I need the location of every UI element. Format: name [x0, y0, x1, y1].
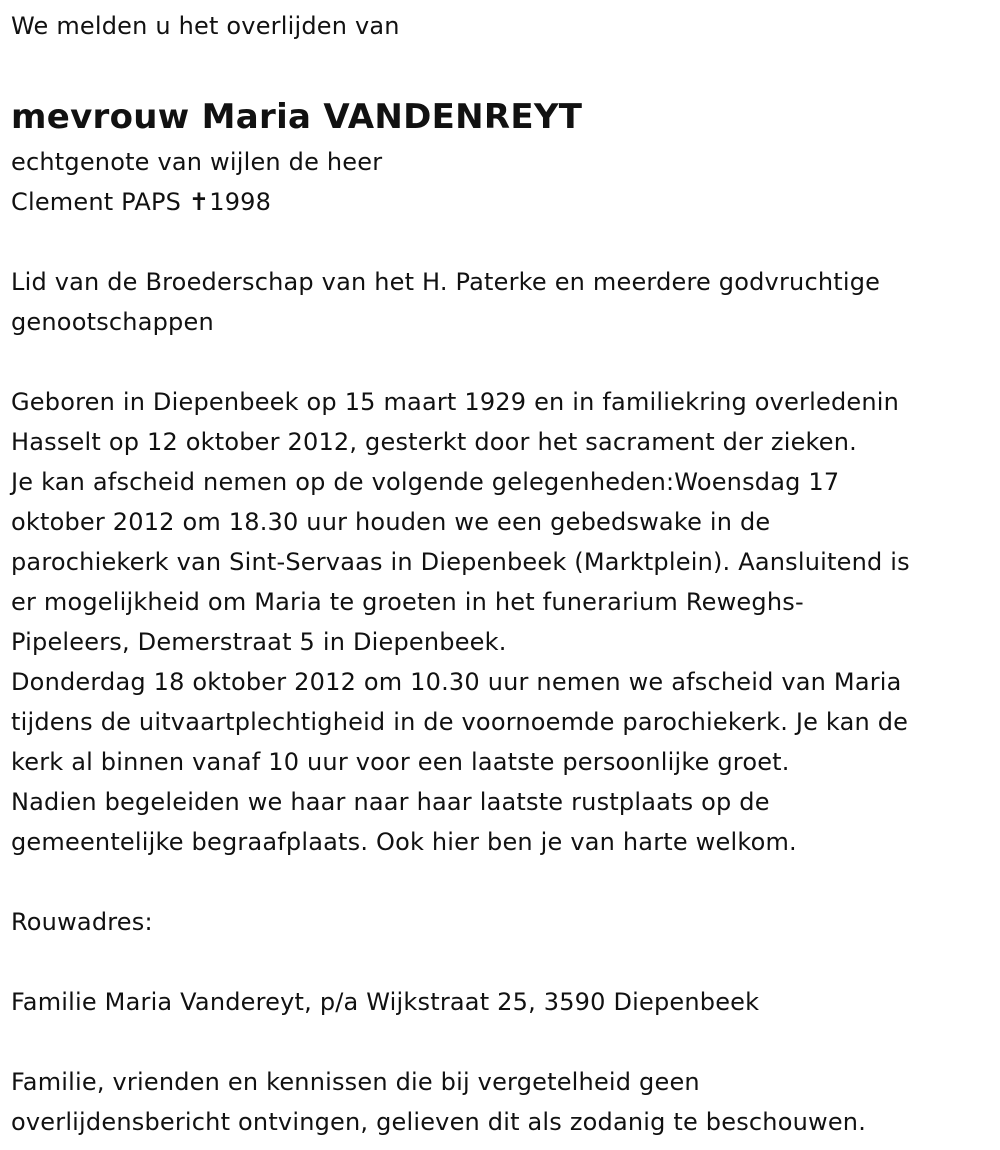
membership-line: genootschappen — [11, 308, 214, 336]
details-line: er mogelijkheid om Maria te groeten in het funerarium Reweghs- — [11, 588, 804, 616]
spouse-death-year: 1998 — [209, 188, 272, 216]
deceased-name: mevrouw Maria VANDENREYT — [11, 97, 583, 137]
details-line: Je kan afscheid nemen op de volgende gelegenheden:Woensdag 17 — [11, 468, 840, 496]
spouse-name: Clement PAPS — [11, 188, 182, 216]
address-label: Rouwadres: — [11, 908, 153, 936]
closing-line: Familie, vrienden en kennissen die bij vergetelheid geen — [11, 1068, 700, 1096]
details-line: Donderdag 18 oktober 2012 om 10.30 uur nemen we afscheid van Maria — [11, 668, 902, 696]
details-paragraph — [11, 382, 996, 862]
details-line: Hasselt op 12 oktober 2012, gesterkt door het sacrament der zieken. — [11, 428, 858, 456]
details-line: Nadien begeleiden we haar naar haar laatste rustplaats op de — [11, 788, 770, 816]
details-line: parochiekerk van Sint-Servaas in Diepenbeek (Marktplein). Aansluitend is — [11, 548, 910, 576]
details-line: oktober 2012 om 18.30 uur houden we een gebedswake in de — [11, 508, 771, 536]
death-notice — [11, 8, 996, 1142]
intro-text: We melden u het overlijden van — [11, 12, 400, 40]
details-line: gemeentelijke begraafplaats. Ook hier ben je van harte welkom. — [11, 828, 797, 856]
spouse-line: echtgenote van wijlen de heer — [11, 148, 383, 176]
details-line: Geboren in Diepenbeek op 15 maart 1929 en in familiekring overledenin — [11, 388, 900, 416]
membership-paragraph — [11, 262, 996, 342]
closing-line: overlijdensbericht ontvingen, gelieven dit als zodanig te beschouwen. — [11, 1108, 867, 1136]
details-line: Pipeleers, Demerstraat 5 in Diepenbeek. — [11, 628, 507, 656]
spouse-name-line — [11, 182, 996, 222]
cross-icon: ✝ — [188, 188, 210, 216]
membership-line: Lid van de Broederschap van het H. Paterke en meerdere godvruchtige — [11, 268, 881, 296]
details-line: kerk al binnen vanaf 10 uur voor een laatste persoonlijke groet. — [11, 748, 790, 776]
address-text: Familie Maria Vandereyt, p/a Wijkstraat 25, 3590 Diepenbeek — [11, 988, 760, 1016]
details-line: tijdens de uitvaartplechtigheid in de voornoemde parochiekerk. Je kan de — [11, 708, 909, 736]
closing-paragraph — [11, 1062, 996, 1142]
